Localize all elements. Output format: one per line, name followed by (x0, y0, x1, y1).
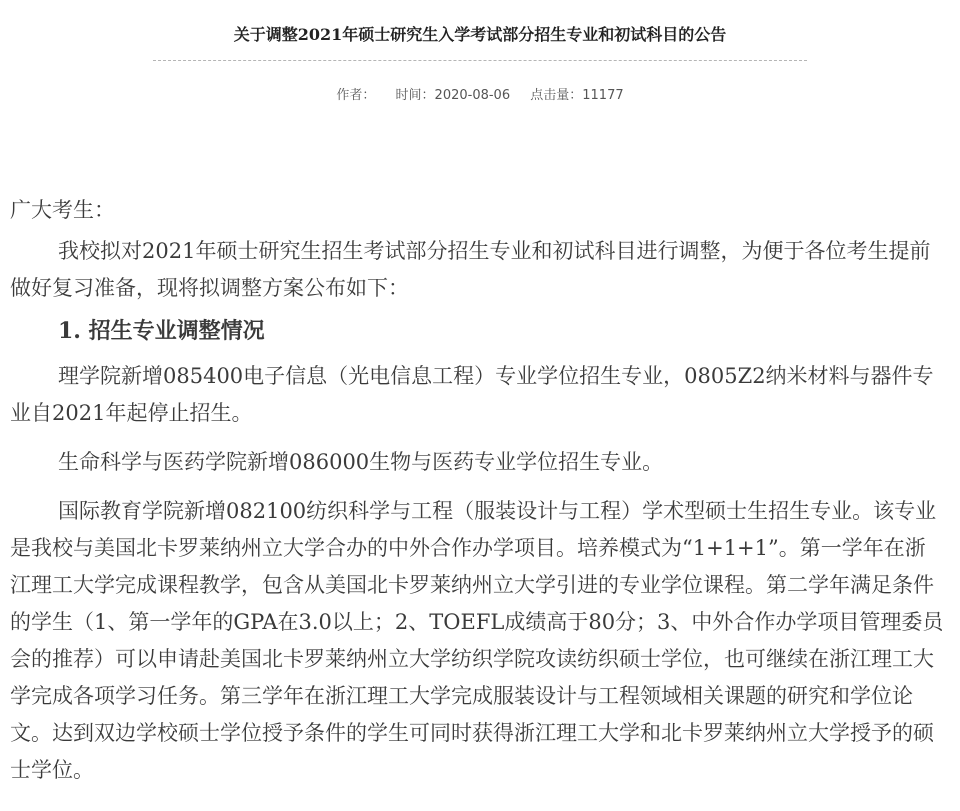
intro-paragraph: 我校拟对2021年硕士研究生招生考试部分招生专业和初试科目进行调整，为便于各位考生提前做好复习准备，现将拟调整方案公布如下： (10, 239, 931, 300)
paragraph-science: 理学院新增085400电子信息（光电信息工程）专业学位招生专业，0805Z2纳米材料与器件专业自2021年起停止招生。 (10, 364, 934, 425)
author-label: 作者： (336, 88, 376, 103)
time-label: 时间： (395, 88, 435, 103)
clicks-label: 点击量： (530, 88, 583, 103)
article-title: 关于调整2021年硕士研究生入学考试部分招生专业和初试科目的公告 (233, 25, 727, 44)
greeting: 广大考生： (10, 198, 115, 222)
article-meta (0, 84, 960, 103)
click-count (530, 88, 623, 103)
title-divider (153, 60, 807, 61)
paragraph-life-science: 生命科学与医药学院新增086000生物与医药专业学位招生专业。 (58, 450, 664, 474)
clicks-value: 11177 (582, 88, 624, 103)
time-value: 2020-08-06 (434, 88, 511, 103)
publish-time (396, 88, 511, 103)
section-heading: 1. 招生专业调整情况 (58, 318, 265, 344)
paragraph-international: 国际教育学院新增082100纺织科学与工程（服装设计与工程）学术型硕士生招生专业。该专业是我校与美国北卡罗莱纳州立大学合办的中外合作办学项目。培养模式为“1+1+1”。第一学年在浙江理工大学完成课程教学，包含从美国北卡罗莱纳州立大学引进的专业学位课程。第二学年满足条件的学生（1、第一学年的GPA在3.0以上；2、TOEFL成绩高于80分；3、中外合作办学项目管理委员会的推荐）可以申请赴美国北卡罗莱纳州立大学纺织学院攻读纺织硕士学位，也可继续在浙江理工大学完成各项学习任务。第三学年在浙江理工大学完成服装设计与工程领域相关课题的研究和学位论文。达到双边学校硕士学位授予条件的学生可同时获得浙江理工大学和北卡罗莱纳州立大学授予的硕士学位。 (10, 499, 944, 782)
article-body (10, 192, 945, 789)
